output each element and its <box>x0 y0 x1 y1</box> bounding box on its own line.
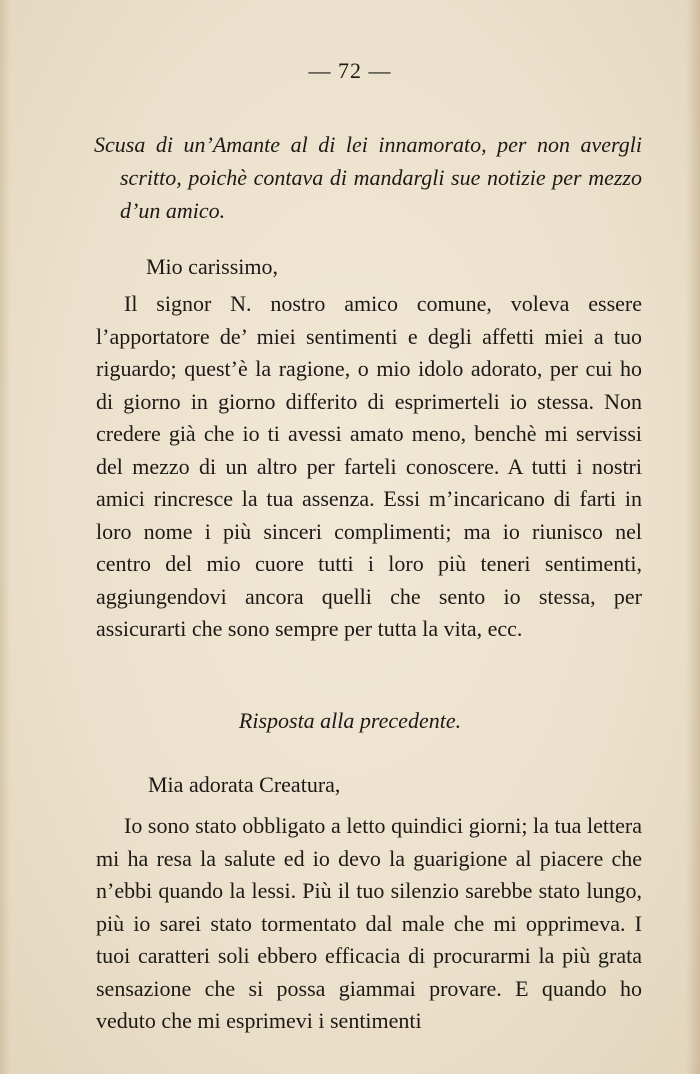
letter-body: Il signor N. nostro amico comune, voleva essere l’apportatore de’ miei sentimenti e degli affetti miei a tuo riguardo; quest’è la ragione, o mio idolo adorato, per cui ho di giorno in giorno differito di esprimerteli io stessa. Non credere già che io ti avessi amato meno, benchè mi servissi del mezzo di un altro per farteli conoscere. A tutti i nostri amici rincresce la tua assenza. Essi m’incaricano di farti in loro nome i più sinceri complimenti; ma io riunisco nel centro del mio cuore tutti i loro più teneri sentimenti, aggiungendovi ancora quelli che sento io stessa, per assicurarti che sono sempre per tutta la vita, ecc. <box>96 291 642 641</box>
page-number: — 72 — <box>308 58 392 83</box>
reply-salutation: Mia adorata Creatura, <box>148 772 341 797</box>
reply-body: Io sono stato obbligato a letto quindici giorni; la tua lettera mi ha resa la salute ed io devo la guarigione al piacere che n’ebbi quando la lessi. Più il tuo silenzio sarebbe stato lungo, più io sarei stato tormentato dal male che mi opprimeva. I tuoi caratteri soli ebbero efficacia di procurarmi la più grata sensazione che si possa giammai provare. E quando ho veduto che mi esprimevi i sentimenti <box>96 813 642 1033</box>
letter-salutation: Mio carissimo, <box>146 254 278 279</box>
page-edge-shadow <box>686 0 700 1074</box>
reply-heading: Risposta alla precedente. <box>238 708 462 733</box>
letter-heading: Scusa di un’Amante al di lei innamorato, per non avergli scritto, poichè contava di mandargli sue notizie per mezzo d’un amico. <box>94 132 642 223</box>
page-gutter-shadow <box>0 0 10 1074</box>
